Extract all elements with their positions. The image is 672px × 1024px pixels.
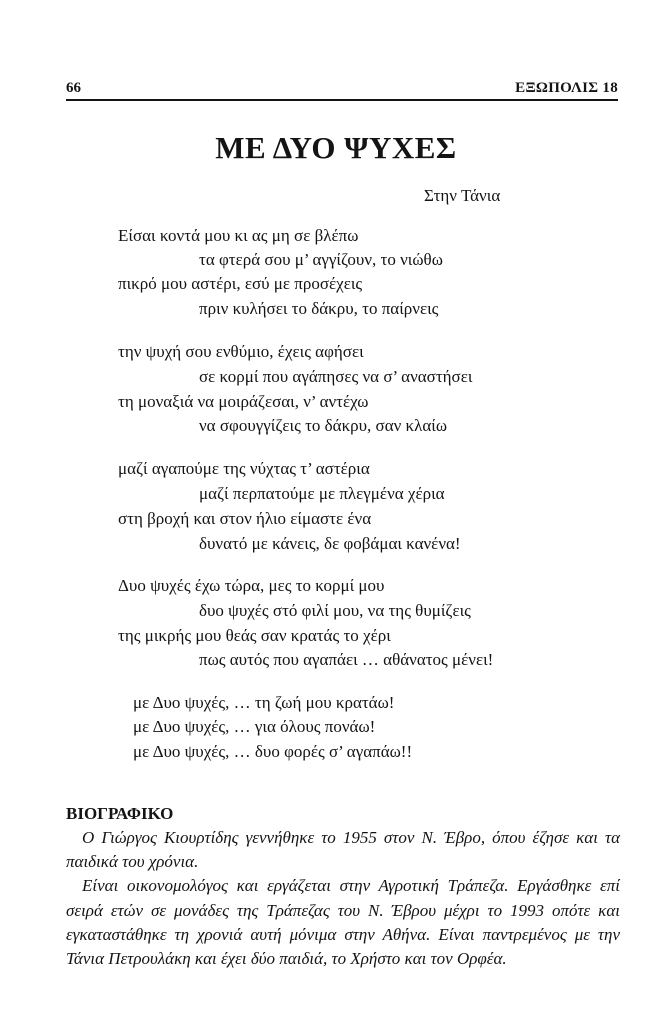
bio-paragraph: Ο Γιώργος Κιουρτίδης γεννήθηκε το 1955 στον Ν. Έβρο, όπου έζησε και τα παιδικά του χρόνια. — [66, 828, 620, 872]
poem-line: τα φτερά σου μ’ αγγίζουν, το νιώθω — [199, 250, 443, 269]
poem-line: τη μοναξιά να μοιράζεσαι, ν’ αντέχω — [118, 392, 369, 411]
bio-text — [66, 826, 620, 971]
bio-paragraph: Είναι οικονομολόγος και εργάζεται στην Αγροτική Τράπεζα. Εργάσθηκε επί σειρά ετών σε μονάδες της Τράπεζας του Ν. Έβρου μέχρι το 1993 οπότε και εγκαταστάθηκε τη χρονιά αυτή μόνιμα στην Αθήνα. Είναι παντρεμένος με την Τάνια Πετρουλάκη και έχει δύο παιδιά, το Χρήστο και τον Ορφέα. — [66, 876, 620, 969]
poem-line: σε κορμί που αγάπησες να σ’ αναστήσει — [199, 367, 473, 386]
poem-line: δυνατό με κάνεις, δε φοβάμαι κανένα! — [199, 534, 461, 553]
page-header — [66, 80, 618, 100]
poem-line: πως αυτός που αγαπάει … αθάνατος μένει! — [199, 650, 494, 669]
poem-line: μαζί αγαπούμε της νύχτας τ’ αστέρια — [118, 459, 370, 478]
poem-line: πικρό μου αστέρι, εσύ με προσέχεις — [118, 274, 363, 293]
poem-line: με Δυο ψυχές, … δυο φορές σ’ αγαπάω!! — [133, 742, 413, 761]
journal-title: ΕΞΩΠΟΛΙΣ 18 — [515, 80, 618, 96]
poem-line: Δυο ψυχές έχω τώρα, μες το κορμί μου — [118, 576, 385, 595]
page-number: 66 — [66, 80, 81, 96]
header-rule — [66, 99, 618, 101]
bio-heading: ΒΙΟΓΡΑΦΙΚΟ — [66, 804, 174, 823]
poem-line: της μικρής μου θεάς σαν κρατάς το χέρι — [118, 626, 391, 645]
poem-title: ΜΕ ΔΥΟ ΨΥΧΕΣ — [215, 130, 457, 165]
poem-line: την ψυχή σου ενθύμιο, έχεις αφήσει — [118, 342, 364, 361]
poem-line: Είσαι κοντά μου κι ας μη σε βλέπω — [118, 226, 359, 245]
poem-line: δυο ψυχές στό φιλί μου, να της θυμίζεις — [199, 601, 471, 620]
poem-line: να σφουγγίζεις το δάκρυ, σαν κλαίω — [199, 416, 448, 435]
poem-line: στη βροχή και στον ήλιο είμαστε ένα — [118, 509, 372, 528]
poem-line: με Δυο ψυχές, … τη ζωή μου κρατάω! — [133, 693, 395, 712]
poem-dedication: Στην Τάνια — [424, 186, 501, 205]
poem-line: πριν κυλήσει το δάκρυ, το παίρνεις — [199, 299, 439, 318]
poem-line: με Δυο ψυχές, … για όλους πονάω! — [133, 717, 376, 736]
poem-line: μαζί περπατούμε με πλεγμένα χέρια — [199, 484, 445, 503]
